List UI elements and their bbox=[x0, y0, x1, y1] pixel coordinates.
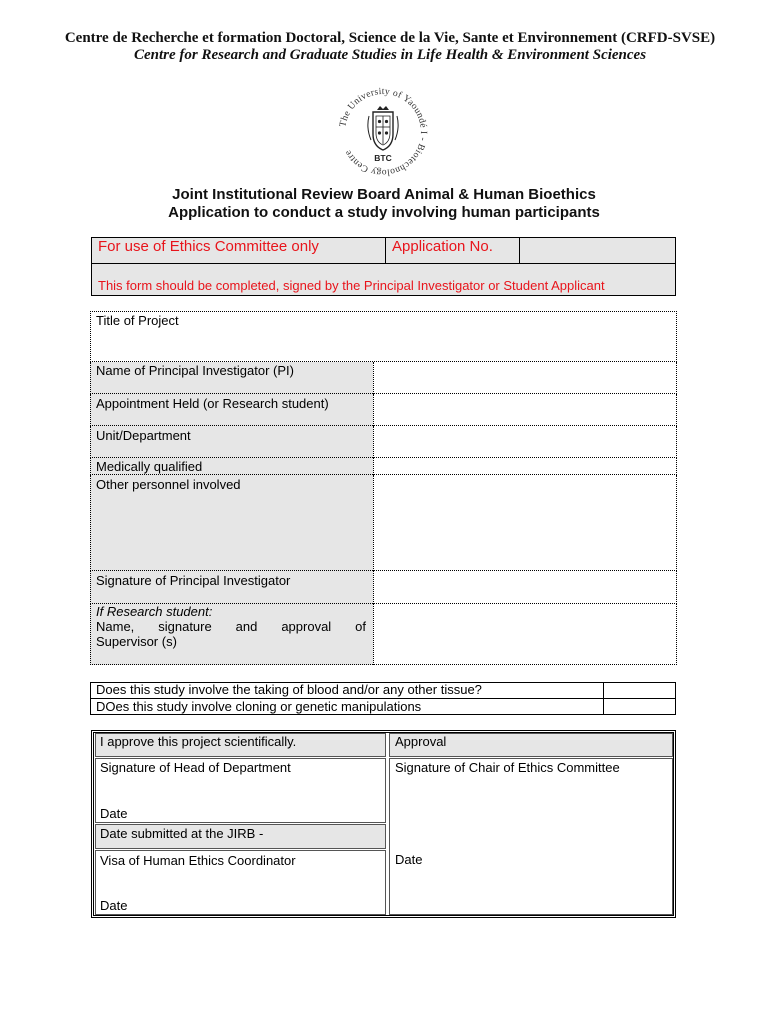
seal-ring-text: The University of Yaoundé I - Biotechnology Centre bbox=[338, 86, 429, 178]
answer-cloning[interactable] bbox=[608, 701, 672, 714]
application-number-label: Application No. bbox=[392, 238, 493, 255]
question-cloning: DOes this study involve cloning or genetic manipulations bbox=[96, 699, 422, 714]
approval-label: Approval bbox=[395, 734, 447, 749]
visa-coordinator-label: Visa of Human Ethics Coordinator bbox=[100, 853, 296, 868]
head-signature-label: Signature of Head of Department bbox=[100, 760, 291, 775]
signature-pi-label: Signature of Principal Investigator bbox=[96, 573, 291, 588]
ethics-box-col-divider-2 bbox=[519, 237, 520, 264]
ethics-box-divider bbox=[91, 263, 676, 264]
supervisor-label-line2: Supervisor (s) bbox=[96, 634, 177, 649]
medical-label: Medically qualified bbox=[96, 459, 203, 474]
form-title: Joint Institutional Review Board Animal & Human Bioethics bbox=[172, 186, 596, 203]
university-seal-icon bbox=[333, 82, 433, 182]
personnel-label: Other personnel involved bbox=[96, 477, 241, 492]
chair-date-label: Date bbox=[395, 852, 423, 867]
institution-name-english: Centre for Research and Graduate Studies in Life Health & Environment Sciences bbox=[133, 47, 647, 63]
supervisor-field[interactable] bbox=[373, 604, 677, 665]
personnel-field[interactable] bbox=[373, 475, 677, 571]
institution-name-french: Centre de Recherche et formation Doctoral, Science de la Vie, Sante et Environnement (CRFD-SVSE) bbox=[64, 30, 716, 46]
unit-label: Unit/Department bbox=[96, 428, 191, 443]
form-subtitle: Application to conduct a study involving human participants bbox=[168, 204, 600, 221]
chair-signature-field[interactable] bbox=[389, 758, 673, 915]
ethics-box-col-divider-1 bbox=[385, 237, 386, 264]
date-submitted-label: Date submitted at the JIRB - bbox=[100, 826, 264, 841]
medical-field[interactable] bbox=[373, 458, 677, 475]
head-date-label: Date bbox=[100, 806, 128, 821]
question-blood-tissue: Does this study involve the taking of blood and/or any other tissue? bbox=[96, 682, 482, 697]
answer-blood-tissue[interactable] bbox=[608, 684, 672, 697]
visa-date-label: Date bbox=[100, 898, 128, 913]
application-number-field[interactable] bbox=[524, 240, 672, 260]
questions-col-divider bbox=[603, 682, 604, 715]
chair-signature-label: Signature of Chair of Ethics Committee bbox=[395, 760, 620, 775]
pi-label: Name of Principal Investigator (PI) bbox=[96, 363, 294, 378]
ethics-committee-label: For use of Ethics Committee only bbox=[98, 238, 319, 255]
research-student-label: If Research student: bbox=[96, 604, 213, 619]
pi-name-field[interactable] bbox=[373, 362, 677, 394]
unit-field[interactable] bbox=[373, 426, 677, 458]
project-title-label: Title of Project bbox=[96, 313, 179, 328]
supervisor-label-line1: Name, signature and approval of bbox=[96, 619, 366, 634]
appointment-label: Appointment Held (or Research student) bbox=[96, 396, 329, 411]
completion-notice: This form should be completed, signed by the Principal Investigator or Student Applicant bbox=[98, 278, 605, 293]
seal-label: BTC bbox=[374, 153, 392, 163]
approve-scientifically-label: I approve this project scientifically. bbox=[100, 734, 297, 749]
appointment-field[interactable] bbox=[373, 394, 677, 426]
signature-pi-field[interactable] bbox=[373, 571, 677, 604]
